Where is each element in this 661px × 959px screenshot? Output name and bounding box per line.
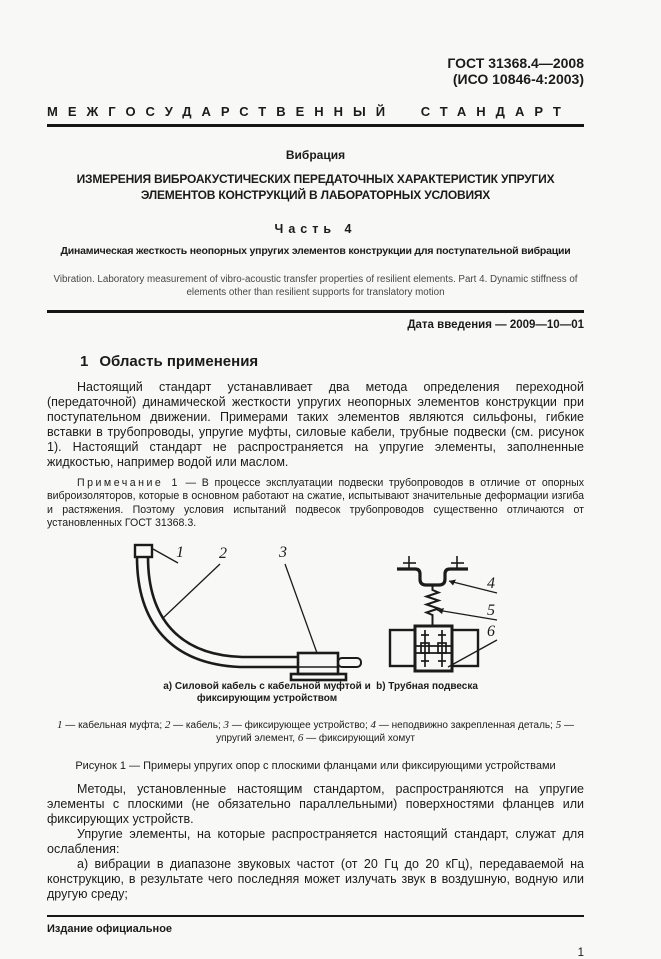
note-text: — В процессе эксплуатации подвески трубопроводов в отличие от опорных виброизоляторов, которые в основном работают на сжатие, испытывают значительные деформации изгиба и растяжения. Поэтому условия испытаний подвесок трубопроводов существенно отличаются от установленных ГОСТ 31368.3.	[47, 477, 584, 530]
legend-item: 6 — фиксирующий хомут	[297, 732, 415, 745]
subtitle-ru: Динамическая жесткость неопорных упругих элементов конструкции для поступательной вибрации	[60, 245, 571, 257]
callout-3: 3	[279, 543, 287, 561]
section-title: Область применения	[99, 353, 259, 370]
title-english: Vibration. Laboratory measurement of vibro-acoustic transfer properties of resilient elements. Part 4. Dynamic stiffness of elements other than resilient supports for translatory motion	[53, 274, 578, 298]
legend-item: 2 — кабель;	[164, 718, 224, 731]
cable-connector	[135, 545, 152, 557]
list-item-a: а) вибрации в диапазоне звуковых частот (от 20 Гц до 20 кГц), передаваемой на конструкцию, в результате чего последняя может излучать звук в воздушную, водную или другую среду;	[47, 856, 584, 901]
cable-coupling	[298, 653, 338, 674]
effective-date: Дата введения — 2009—10—01	[407, 319, 584, 331]
figure-caption: Рисунок 1 — Примеры упругих опор с плоскими фланцами или фиксирующими устройствами	[75, 759, 556, 772]
cable-curve-outer	[137, 557, 299, 667]
note-label: Примечание 1	[77, 477, 180, 489]
subject-title: Вибрация	[285, 148, 346, 162]
figure-1	[47, 535, 584, 711]
pipe-hanger-diagram	[385, 543, 515, 678]
leader-1	[153, 549, 178, 563]
legend-item: 4 — неподвижно закрепленная деталь;	[370, 718, 556, 731]
callout-4: 4	[487, 574, 495, 592]
callout-1: 1	[176, 543, 184, 561]
main-title: ИЗМЕРЕНИЯ ВИБРОАКУСТИЧЕСКИХ ПЕРЕДАТОЧНЫХ ХАРАКТЕРИСТИК УПРУГИХ ЭЛЕМЕНТОВ КОНСТРУКЦИЙ В ЛАБОРАТОРНЫХ УСЛОВИЯХ	[76, 172, 555, 202]
cable-stub	[338, 658, 361, 667]
base-plate	[291, 674, 346, 680]
leader-3	[285, 564, 317, 653]
paragraph-methods: Методы, установленные настоящим стандартом, распространяются на упругие элементы с плоскими (не обязательно параллельными) поверхностями фланцев или фиксирующих устройств.	[47, 781, 584, 826]
legend-item: 5 — упругий элемент,	[216, 718, 574, 745]
standard-type-banner: МЕЖГОСУДАРСТВЕННЫЙ СТАНДАРТ	[47, 104, 571, 119]
section-number: 1	[80, 353, 89, 370]
page-number: 1	[577, 947, 584, 959]
leader-2	[162, 564, 220, 619]
callout-6: 6	[487, 622, 495, 640]
paragraph-elements: Упругие элементы, на которые распространяется настоящий стандарт, служат для ослабления:	[47, 826, 584, 856]
legend-item: 1 — кабельная муфта;	[57, 718, 165, 731]
spring	[427, 585, 439, 627]
section-heading	[80, 353, 584, 370]
official-edition-label: Издание официальное	[47, 923, 173, 936]
figure-b-caption: b) Трубная подвеска	[376, 680, 478, 692]
callout-2: 2	[219, 544, 227, 562]
gost-number: ГОСТ 31368.4—2008	[447, 55, 584, 71]
note-paragraph	[47, 477, 584, 531]
doc-code-block	[47, 55, 584, 87]
paragraph-scope-1: Настоящий стандарт устанавливает два метода определения переходной (передаточной) динамической жесткости упругих неопорных элементов конструкции при поступательном движении. Примерами таких элементов являются сильфоны, гибкие вставки в трубопроводы, упругие муфты, силовые кабели, трубные подвески (см. рисунок 1). Настоящий стандарт не распространяется на упругие элементы, заполненные жидкостью, например водой или маслом.	[47, 380, 584, 469]
cable-diagram	[100, 537, 370, 689]
header-rule	[47, 124, 584, 127]
part-label: Часть 4	[274, 222, 357, 236]
figure-legend	[47, 719, 584, 746]
iso-number: (ИСО 10846-4:2003)	[452, 71, 584, 87]
callout-5: 5	[487, 601, 495, 619]
date-rule	[47, 310, 584, 313]
figure-a-caption: а) Силовой кабель с кабельной муфтой и фиксирующим устройством	[163, 680, 371, 704]
leader-6	[448, 640, 497, 667]
footer-rule	[47, 915, 584, 918]
legend-item: 3 — фиксирующее устройство;	[223, 718, 371, 731]
